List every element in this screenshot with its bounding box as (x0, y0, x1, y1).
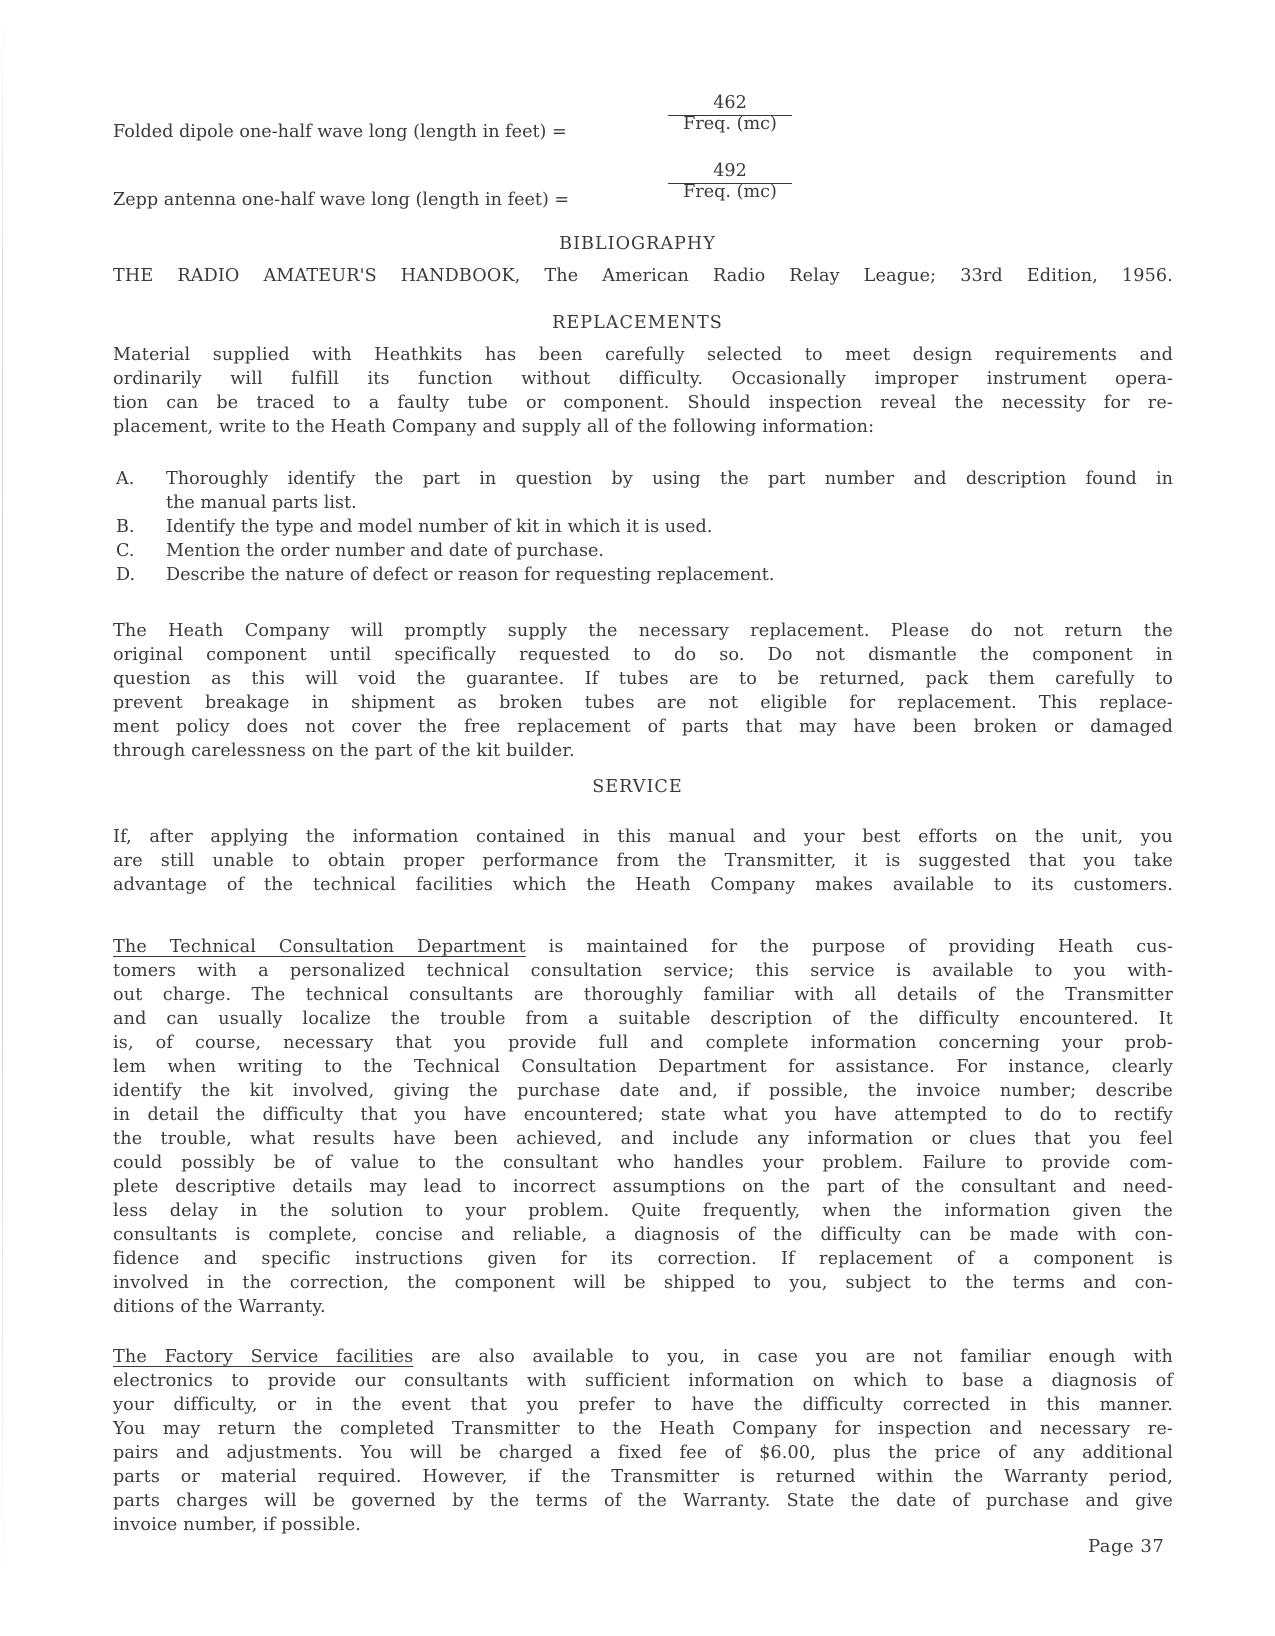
text-line: in detail the difficulty that you have encountered; state what you have attempted to do to rectify (113, 1105, 1173, 1125)
formula-denominator: Freq. (mc) (683, 182, 777, 202)
list-item-text: the manual parts list. (166, 493, 357, 513)
replacements-heading: REPLACEMENTS (552, 313, 723, 333)
text-line: pairs and adjustments. You will be charged a fixed fee of $6.00, plus the price of any additional (113, 1443, 1173, 1463)
text-line: plete descriptive details may lead to incorrect assumptions on the part of the consultant and need- (113, 1177, 1173, 1197)
text-line: invoice number, if possible. (113, 1515, 362, 1535)
bibliography-heading: BIBLIOGRAPHY (559, 234, 716, 254)
text-line: fidence and specific instructions given for its correction. If replacement of a component is (113, 1249, 1173, 1269)
text-line (113, 1345, 1173, 1369)
text-line: out charge. The technical consultants are thoroughly familiar with all details of the Transmitter (113, 985, 1173, 1005)
list-item-label: D. (116, 565, 136, 585)
text-line: less delay in the solution to your problem. Quite frequently, when the information given the (113, 1201, 1173, 1221)
text-line: your difficulty, or in the event that you prefer to have the difficulty corrected in this manner. (113, 1395, 1173, 1415)
bibliography-entry: THE RADIO AMATEUR'S HANDBOOK, The American Radio Relay League; 33rd Edition, 1956. (113, 266, 1173, 286)
text-line: advantage of the technical facilities which the Heath Company makes available to its customers. (113, 875, 1173, 895)
formula-numerator: 462 (668, 91, 792, 116)
text-line: the trouble, what results have been achieved, and include any information or clues that you feel (113, 1129, 1173, 1149)
text-line: placement, write to the Heath Company and supply all of the following information: (113, 417, 875, 437)
list-item-label: A. (116, 469, 135, 489)
text-line: consultants is complete, concise and reliable, a diagnosis of the difficulty can be made with con- (113, 1225, 1173, 1245)
formula-numerator: 492 (668, 159, 792, 184)
text-line: If, after applying the information contained in this manual and your best efforts on the unit, you (113, 827, 1173, 847)
text-segment: is maintained for the purpose of providing Heath cus- (525, 937, 1173, 957)
list-item-text: Mention the order number and date of purchase. (166, 541, 604, 561)
text-line: original component until specifically requested to do so. Do not dismantle the component in (113, 645, 1173, 665)
text-line (113, 935, 1173, 959)
text-line: and can usually localize the trouble from a suitable description of the difficulty encountered. It (113, 1009, 1173, 1029)
text-line: ment policy does not cover the free replacement of parts that may have been broken or damaged (113, 717, 1173, 737)
text-line: Material supplied with Heathkits has been carefully selected to meet design requirements and (113, 345, 1173, 365)
formula-denominator: Freq. (mc) (683, 114, 777, 134)
text-line: question as this will void the guarantee. If tubes are to be returned, pack them carefully to (113, 669, 1173, 689)
text-line: electronics to provide our consultants with sufficient information on which to base a diagnosis of (113, 1371, 1173, 1391)
text-line: involved in the correction, the component will be shipped to you, subject to the terms and con- (113, 1273, 1173, 1293)
text-line: are still unable to obtain proper performance from the Transmitter, it is suggested that you take (113, 851, 1173, 871)
formula-fraction (668, 159, 792, 204)
text-line: prevent breakage in shipment as broken tubes are not eligible for replacement. This replace- (113, 693, 1173, 713)
text-line: could possibly be of value to the consultant who handles your problem. Failure to provide com- (113, 1153, 1173, 1173)
text-line: parts or material required. However, if the Transmitter is returned within the Warranty period, (113, 1467, 1173, 1487)
text-segment: are also available to you, in case you are not familiar enough with (413, 1347, 1173, 1367)
text-line: through carelessness on the part of the kit builder. (113, 741, 575, 761)
formula-label: Folded dipole one-half wave long (length in feet) = (113, 122, 567, 142)
text-line: lem when writing to the Technical Consultation Department for assistance. For instance, clearly (113, 1057, 1173, 1077)
text-line: ditions of the Warranty. (113, 1297, 326, 1317)
formula-label: Zepp antenna one-half wave long (length in feet) = (113, 190, 570, 210)
text-line: You may return the completed Transmitter to the Heath Company for inspection and necessary re- (113, 1419, 1173, 1439)
text-line: The Heath Company will promptly supply the necessary replacement. Please do not return the (113, 621, 1173, 641)
list-item-label: C. (116, 541, 135, 561)
text-line: parts charges will be governed by the terms of the Warranty. State the date of purchase and give (113, 1491, 1173, 1511)
factory-service-facilities-term: The Factory Service facilities (113, 1347, 414, 1367)
text-line: tion can be traced to a faulty tube or component. Should inspection reveal the necessity for re- (113, 393, 1173, 413)
text-line: identify the kit involved, giving the purchase date and, if possible, the invoice number; describe (113, 1081, 1173, 1101)
page-number: Page 37 (1088, 1536, 1165, 1557)
formula-fraction (668, 91, 792, 136)
list-item-text: Describe the nature of defect or reason for requesting replacement. (166, 565, 775, 585)
text-line: tomers with a personalized technical consultation service; this service is available to you with- (113, 961, 1173, 981)
text-line: ordinarily will fulfill its function without difficulty. Occasionally improper instrument opera- (113, 369, 1173, 389)
text-line: is, of course, necessary that you provide full and complete information concerning your prob- (113, 1033, 1173, 1053)
list-item-text: Identify the type and model number of kit in which it is used. (166, 517, 713, 537)
technical-consultation-department-term: The Technical Consultation Department (113, 937, 526, 957)
service-heading: SERVICE (592, 777, 683, 797)
list-item-text: Thoroughly identify the part in question by using the part number and description found in (166, 469, 1173, 489)
list-item-label: B. (116, 517, 135, 537)
